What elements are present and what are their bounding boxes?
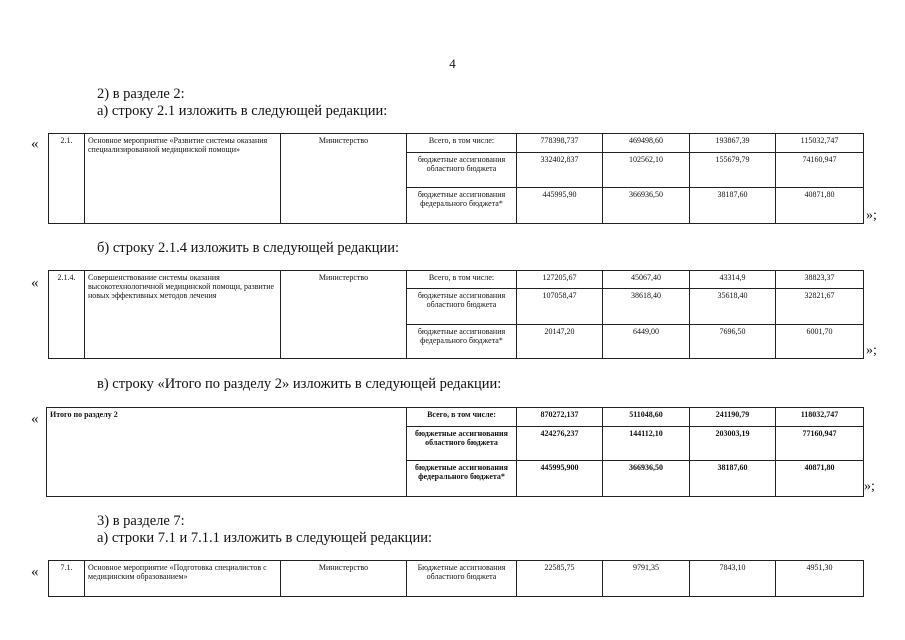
section2-sub-a: а) строку 2.1 изложить в следующей редакции: — [97, 103, 388, 119]
value-year-1: 45067,40 — [603, 271, 690, 289]
value-year-1: 469498,60 — [603, 134, 690, 153]
table-row-7-1 — [48, 560, 864, 597]
value-year-2: 35618,40 — [690, 289, 776, 325]
funding-type: Всего, в том числе: — [407, 271, 517, 289]
section2-sub-c: в) строку «Итого по разделу 2» изложить в следующей редакции: — [97, 376, 502, 392]
value-total: 445995,900 — [517, 461, 603, 497]
total-label: Итого по разделу 2 — [47, 408, 407, 497]
closing-quote: »; — [866, 343, 877, 358]
value-year-1: 38618,40 — [603, 289, 690, 325]
table-row-2-1-4 — [48, 270, 864, 359]
opening-quote: « — [31, 564, 39, 580]
value-year-1: 366936,50 — [603, 188, 690, 224]
funding-type: Всего, в том числе: — [407, 134, 517, 153]
value-year-2: 7696,50 — [690, 325, 776, 359]
row-number: 2.1.4. — [49, 271, 85, 359]
value-year-2: 38187,60 — [690, 461, 776, 497]
page-number: 4 — [449, 56, 456, 71]
section7-sub-a: а) строки 7.1 и 7.1.1 изложить в следующей редакции: — [97, 530, 432, 546]
row-number: 7.1. — [49, 561, 85, 597]
value-year-2: 203003,19 — [690, 427, 776, 461]
measure-name: Совершенствование системы оказания высокотехнологичной медицинской помощи, развитие новых эффективных методов лечения — [85, 271, 281, 359]
value-total: 127205,67 — [517, 271, 603, 289]
value-year-1: 6449,00 — [603, 325, 690, 359]
funding-type: бюджетные ассигнования федерального бюджета* — [407, 325, 517, 359]
section2-heading: 2) в разделе 2: — [97, 86, 185, 102]
funding-type: бюджетные ассигнования областного бюджета — [407, 153, 517, 188]
value-year-3: 77160,947 — [776, 427, 864, 461]
value-year-3: 32821,67 — [776, 289, 864, 325]
section7-heading: 3) в разделе 7: — [97, 513, 185, 529]
measure-name: Основное мероприятие «Развитие системы оказания специализированной медицинской помощи» — [85, 134, 281, 224]
value-year-1: 102562,10 — [603, 153, 690, 188]
opening-quote: « — [31, 136, 39, 152]
executor: Министерство — [281, 134, 407, 224]
measure-name: Основное мероприятие «Подготовка специалистов с медицинским образованием» — [85, 561, 281, 597]
value-year-3: 6001,70 — [776, 325, 864, 359]
value-total: 870272,137 — [517, 408, 603, 427]
value-year-1: 144112,10 — [603, 427, 690, 461]
value-year-1: 511048,60 — [603, 408, 690, 427]
value-total: 424276,237 — [517, 427, 603, 461]
value-year-2: 7843,10 — [690, 561, 776, 597]
funding-type: Бюджетные ассигнования областного бюджета — [407, 561, 517, 597]
opening-quote: « — [31, 275, 39, 291]
value-total: 445995,90 — [517, 188, 603, 224]
value-total: 332402,837 — [517, 153, 603, 188]
value-year-3: 40871,80 — [776, 461, 864, 497]
value-year-2: 43314,9 — [690, 271, 776, 289]
value-year-1: 9791,35 — [603, 561, 690, 597]
table-row-2-1 — [48, 133, 864, 224]
value-year-2: 193867,39 — [690, 134, 776, 153]
value-year-3: 4951,30 — [776, 561, 864, 597]
value-year-3: 40871,80 — [776, 188, 864, 224]
value-year-3: 74160,947 — [776, 153, 864, 188]
table-section2-total — [46, 407, 864, 497]
value-year-2: 241190,79 — [690, 408, 776, 427]
value-year-3: 118032,747 — [776, 408, 864, 427]
closing-quote: »; — [864, 479, 875, 494]
funding-type: бюджетные ассигнования федерального бюджета* — [407, 188, 517, 224]
value-total: 20147,20 — [517, 325, 603, 359]
row-number: 2.1. — [49, 134, 85, 224]
section2-sub-b: б) строку 2.1.4 изложить в следующей редакции: — [97, 240, 400, 256]
funding-type: бюджетные ассигнования федерального бюджета* — [407, 461, 517, 497]
funding-type: бюджетные ассигнования областного бюджета — [407, 427, 517, 461]
value-year-1: 366936,50 — [603, 461, 690, 497]
value-total: 22585,75 — [517, 561, 603, 597]
closing-quote: »; — [866, 208, 877, 223]
value-total: 107058,47 — [517, 289, 603, 325]
executor: Министерство — [281, 561, 407, 597]
value-year-2: 155679,79 — [690, 153, 776, 188]
value-year-3: 38823,37 — [776, 271, 864, 289]
value-year-2: 38187,60 — [690, 188, 776, 224]
value-total: 778398,737 — [517, 134, 603, 153]
value-year-3: 115032,747 — [776, 134, 864, 153]
opening-quote: « — [31, 411, 39, 427]
funding-type: Всего, в том числе: — [407, 408, 517, 427]
executor: Министерство — [281, 271, 407, 359]
funding-type: бюджетные ассигнования областного бюджета — [407, 289, 517, 325]
